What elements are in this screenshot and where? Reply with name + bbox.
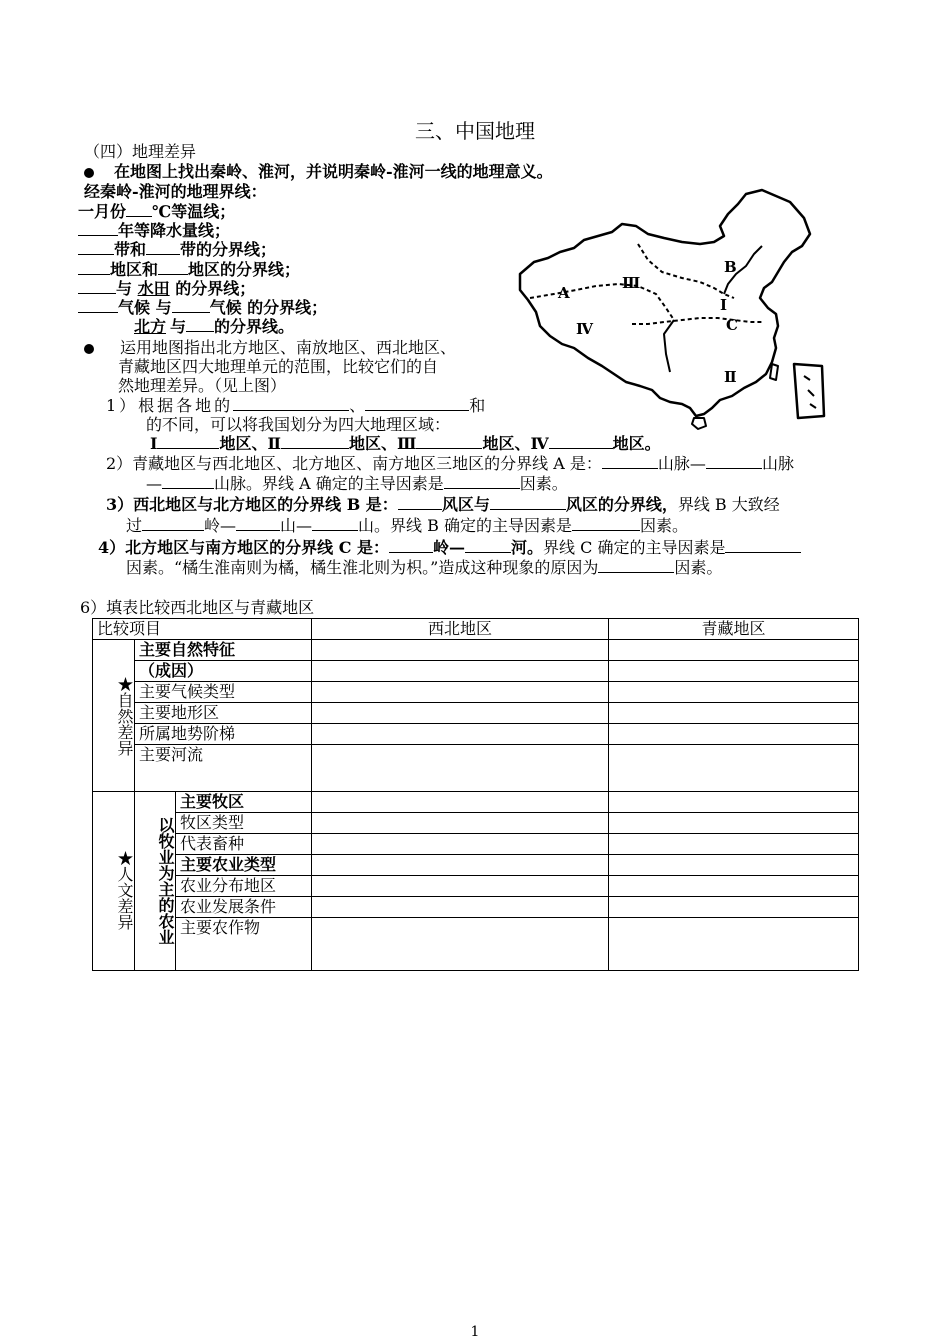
header-qinghai-tibet: 青藏地区 [609, 619, 859, 640]
bullet2-line-2: 青藏地区四大地理单元的范围，比较它们的自 [118, 357, 439, 376]
answer-blank[interactable] [389, 538, 433, 553]
header-compare-item: 比较项目 [93, 619, 312, 640]
answer-blank[interactable] [598, 558, 674, 573]
q1-line-1: 1）根据各地的 、 和 [106, 396, 486, 415]
answer-cell[interactable] [609, 640, 859, 661]
answer-blank[interactable] [78, 298, 118, 313]
answer-cell[interactable] [312, 745, 609, 792]
answer-blank[interactable] [398, 495, 442, 510]
map-label-region-1: Ⅰ [720, 296, 728, 314]
row-label: 代表畜种 [176, 834, 312, 855]
hainan-island [692, 418, 706, 429]
inset-islands [804, 376, 816, 408]
answer-blank[interactable] [78, 279, 116, 294]
bullet2-line-3: 然地理差异。（见上图） [118, 376, 287, 395]
answer-blank[interactable] [162, 474, 214, 489]
row-label: 农业分布地区 [176, 876, 312, 897]
section-heading: （四）地理差异 [84, 142, 197, 161]
bullet-question-1: 在地图上找出秦岭、淮河，并说明秦岭-淮河一线的地理意义。 [84, 162, 553, 182]
bullet-icon [84, 168, 94, 178]
answer-cell[interactable] [312, 876, 609, 897]
answer-cell[interactable] [312, 792, 609, 813]
answer-blank[interactable] [236, 516, 280, 531]
answer-blank[interactable] [572, 516, 640, 531]
table-row [93, 640, 859, 661]
boundary-line-4: 地区和 地区的分界线； [78, 260, 300, 280]
answer-blank[interactable] [312, 516, 358, 531]
answer-blank[interactable] [126, 202, 152, 217]
boundary-heading: 经秦岭-淮河的地理界线： [84, 182, 267, 201]
header-northwest: 西北地区 [312, 619, 609, 640]
answer-cell[interactable] [609, 876, 859, 897]
map-label-region-3: Ⅲ [622, 274, 641, 292]
row-label: 所属地势阶梯 [135, 724, 312, 745]
answer-cell[interactable] [609, 661, 859, 682]
table-row [93, 876, 859, 897]
map-label-b: B [724, 258, 737, 276]
answer-cell[interactable] [609, 724, 859, 745]
answer-blank[interactable] [186, 317, 214, 332]
boundary-line-1: 一月份 ℃等温线； [78, 202, 236, 221]
map-label-region-4: Ⅳ [576, 320, 594, 338]
answer-blank[interactable] [365, 396, 469, 411]
row-label: 主要牧区 [176, 792, 312, 813]
q2-line-1: 2）青藏地区与西北地区、北方地区、南方地区三地区的分界线 A 是： 山脉— 山脉 [106, 454, 794, 473]
answer-cell[interactable] [312, 918, 609, 971]
map-label-a: A [558, 284, 570, 302]
answer-blank[interactable] [465, 538, 511, 553]
boundary-line-2: 年等降水量线； [78, 221, 230, 241]
q1-line-3: Ⅰ 地区、Ⅱ 地区、Ⅲ 地区、Ⅳ 地区。 [150, 434, 661, 453]
row-label: 主要河流 [135, 745, 312, 792]
comparison-table [92, 618, 859, 971]
table-row [93, 918, 859, 971]
answer-blank[interactable] [416, 434, 482, 449]
table-row [93, 897, 859, 918]
answer-cell[interactable] [312, 834, 609, 855]
answer-cell[interactable] [609, 703, 859, 724]
answer-cell[interactable] [609, 855, 859, 876]
answer-blank[interactable] [706, 454, 762, 469]
row-label: 主要农业类型 [176, 855, 312, 876]
answer-cell[interactable] [312, 640, 609, 661]
boundary-line-a [530, 284, 674, 320]
bullet-question-2: 运用地图指出北方地区、南放地区、西北地区、 [84, 338, 456, 358]
answer-blank[interactable] [78, 260, 110, 275]
map-label-region-2: Ⅱ [724, 368, 737, 386]
boundary-line-7: 北方 与 的分界线。 [134, 317, 295, 336]
row-label: 主要气候类型 [135, 682, 312, 703]
answer-blank[interactable] [549, 434, 613, 449]
table-row [93, 682, 859, 703]
boundary-line-b [638, 244, 734, 298]
boundary-line-6: 气候 与 气候 的分界线； [78, 298, 327, 318]
row-label: 主要地形区 [135, 703, 312, 724]
q4-line-1: 4）北方地区与南方地区的分界线 C 是： 岭— 河。界线 C 确定的主导因素是 [98, 538, 801, 558]
boundary-line-5: 与 水田 的分界线； [78, 279, 255, 299]
answer-cell[interactable] [312, 724, 609, 745]
answer-blank[interactable] [78, 221, 118, 236]
answer-cell[interactable] [609, 792, 859, 813]
row-label: 主要自然特征 [135, 640, 312, 661]
taiwan-island [770, 364, 778, 380]
human-subgroup: 以牧业为主的农业 [135, 792, 176, 971]
row-label: 牧区类型 [176, 813, 312, 834]
page-number: 1 [470, 1324, 480, 1340]
table-row [93, 855, 859, 876]
table-row [93, 703, 859, 724]
region-boundary-2 [664, 320, 674, 372]
table-row [93, 792, 859, 813]
bullet-icon [84, 344, 94, 354]
q6-heading: 6）填表比较西北地区与青藏地区 [80, 598, 315, 617]
answer-blank[interactable] [725, 538, 801, 553]
human-difference-group: ★人文差异 [93, 792, 135, 971]
answer-cell[interactable] [609, 813, 859, 834]
answer-blank[interactable] [78, 240, 114, 255]
table-row [93, 834, 859, 855]
answer-blank[interactable] [172, 298, 210, 313]
natural-difference-group: ★自然差异 [93, 640, 135, 792]
table-header-row [93, 619, 859, 640]
china-region-map [514, 186, 846, 430]
boundary-line-c [632, 318, 764, 324]
answer-blank[interactable] [157, 434, 219, 449]
q4-line-2: 因素。“橘生淮南则为橘，橘生淮北则为枳。”造成这种现象的原因为 因素。 [126, 558, 723, 577]
boundary-line-3: 带和 带的分界线； [78, 240, 276, 260]
answer-cell[interactable] [312, 855, 609, 876]
answer-cell[interactable] [609, 682, 859, 703]
answer-blank[interactable] [158, 260, 188, 275]
answer-cell[interactable] [312, 813, 609, 834]
table-row [93, 813, 859, 834]
table-row [93, 661, 859, 682]
answer-blank[interactable] [444, 474, 520, 489]
row-label: 主要农作物 [176, 918, 312, 971]
table-row [93, 724, 859, 745]
answer-cell[interactable] [312, 661, 609, 682]
answer-cell[interactable] [609, 745, 859, 792]
answer-cell[interactable] [312, 682, 609, 703]
answer-cell[interactable] [312, 897, 609, 918]
q3-line-1: 3）西北地区与北方地区的分界线 B 是： 风区与 风区的分界线，界线 B 大致经 [106, 495, 780, 514]
china-outline [520, 190, 810, 416]
answer-blank[interactable] [233, 396, 349, 411]
answer-cell[interactable] [609, 918, 859, 971]
answer-blank[interactable] [142, 516, 204, 531]
answer-blank[interactable] [602, 454, 658, 469]
answer-cell[interactable] [312, 703, 609, 724]
answer-cell[interactable] [609, 834, 859, 855]
page-title: 三、中国地理 [415, 119, 535, 143]
q3-line-2: 过 岭— 山— 山。界线 B 确定的主导因素是 因素。 [126, 516, 688, 535]
row-label: （成因） [135, 661, 312, 682]
answer-blank[interactable] [490, 495, 566, 510]
row-label: 农业发展条件 [176, 897, 312, 918]
q2-line-2: — 山脉。界线 A 确定的主导因素是 因素。 [146, 474, 568, 493]
answer-cell[interactable] [609, 897, 859, 918]
map-label-c: C [726, 316, 738, 334]
table-row [93, 745, 859, 792]
answer-blank[interactable] [281, 434, 349, 449]
q1-line-2: 的不同，可以将我国划分为四大地理区域： [146, 415, 451, 434]
answer-blank[interactable] [146, 240, 180, 255]
